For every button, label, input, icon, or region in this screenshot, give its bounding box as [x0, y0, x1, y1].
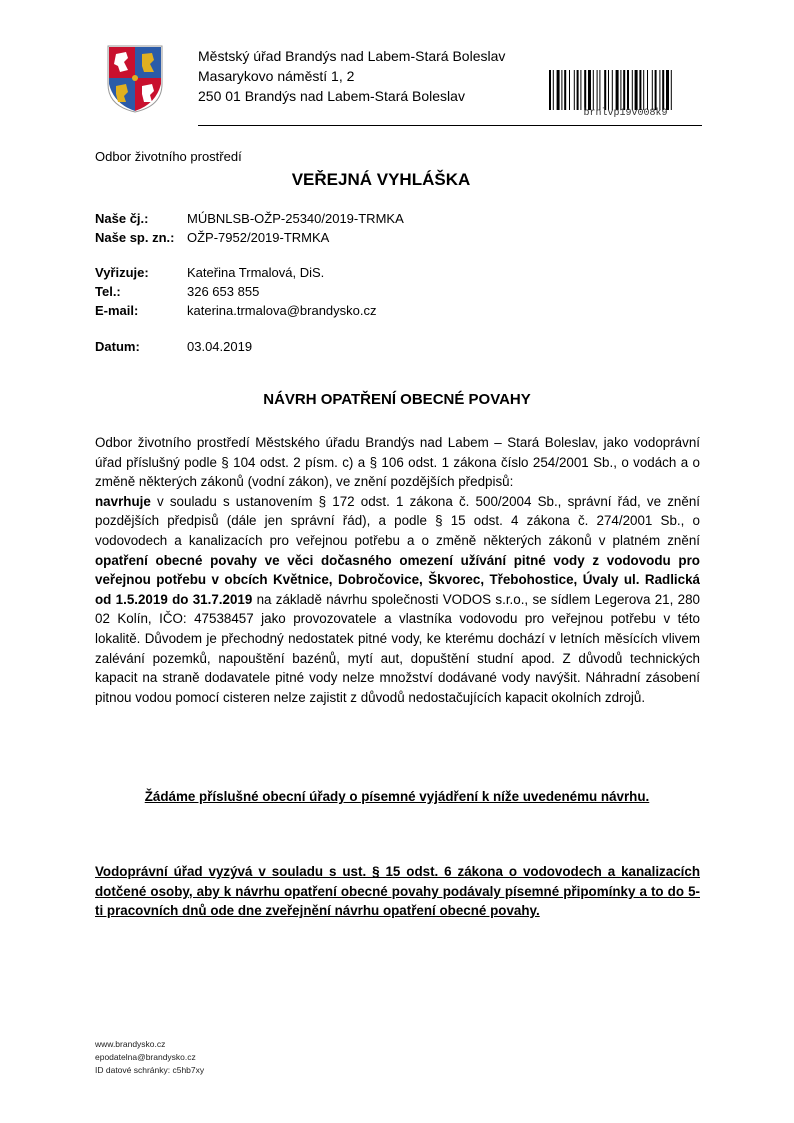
meta-email-label: E-mail:	[95, 303, 139, 318]
meta-email	[95, 303, 377, 318]
meta-date-label: Datum:	[95, 339, 140, 354]
meta-handler-value: Kateřina Trmalová, DiS.	[187, 265, 325, 280]
address-line-1: Masarykovo náměstí 1, 2	[198, 68, 355, 84]
body-proposes: navrhuje	[95, 493, 151, 509]
header-divider	[198, 125, 702, 126]
barcode-text: brnlvp19v008k9	[583, 108, 668, 119]
section-title: NÁVRH OPATŘENÍ OBECNÉ POVAHY	[263, 391, 531, 408]
footer-email: epodatelna@brandysko.cz	[95, 1052, 196, 1062]
meta-email-value: katerina.trmalova@brandysko.cz	[187, 303, 377, 318]
meta-file-label: Naše sp. zn.:	[95, 230, 175, 245]
request-notice: Žádáme příslušné obecní úřady o písemné vyjádření k níže uvedenému návrhu.	[144, 789, 650, 804]
office-address	[198, 46, 505, 106]
body-legal: v souladu s ustanovením § 172 odst. 1 zákona č. 500/2004 Sb., správní řád, ve znění pozdějších předpisů (dále jen správní řád), a podle § 15 odst. 4 zákona č. 274/2001 Sb., o vodovodech a kanalizacích pro veřejnou potřebu a o změně některých zákonů v platném znění	[95, 493, 700, 548]
meta-ref-label: Naše čj.:	[95, 211, 149, 226]
page-title: VEŘEJNÁ VYHLÁŠKA	[291, 170, 471, 189]
meta-ref-value: MÚBNLSB-OŽP-25340/2019-TRMKA	[187, 211, 404, 226]
footer-web: www.brandysko.cz	[95, 1039, 166, 1049]
body-reason: na základě návrhu společnosti VODOS s.r.o., se sídlem Legerova 21, 280 02 Kolín, IČO: 47538457 jako provozovatele a vlastníka vodovodu pro veřejnou potřebu v této lokalitě. Důvodem je přechodný nedostatek pitné vody, ke kterému dochází v letních měsících vlivem zalévání pozemků, napouštění bazénů, mytí aut, dopuštění studní apod. Z důvodů technických kapacit na straně dodavatele pitné vody nelze množství dodávané vody navýšit. Náhradní zásobení pitnou vodou pomocí cisteren nelze zajistit z důvodů nedostačujících kapacit okolních zdrojů.	[95, 591, 700, 705]
meta-handler-label: Vyřizuje:	[95, 265, 149, 280]
meta-handler	[95, 265, 324, 280]
body-paragraph	[95, 433, 700, 707]
barcode-icon	[549, 70, 702, 110]
meta-phone	[95, 284, 259, 299]
footer-databox: ID datové schránky: c5hb7xy	[95, 1065, 205, 1075]
meta-file-value: OŽP-7952/2019-TRMKA	[187, 230, 330, 245]
department: Odbor životního prostředí	[95, 149, 242, 164]
meta-phone-label: Tel.:	[95, 284, 121, 299]
body-measure: opatření obecné povahy ve věci dočasného omezení užívání pitné vody z vodovodu pro veřejnou potřebu v obcích Květnice, Dobročovice, Škvorec, Třebohostice, Úvaly ul. Radlická od 1.5.2019 do 31.7.2019	[95, 552, 700, 607]
invitation-notice: Vodoprávní úřad vyzývá v souladu s ust. § 15 odst. 6 zákona o vodovodech a kanalizacích dotčené osoby, aby k návrhu opatření obecné povahy podávaly písemné připomínky a to do 5-ti pracovních dnů ode dne zveřejnění návrhu opatření obecné povahy.	[95, 864, 700, 919]
footer	[95, 1038, 204, 1077]
office-name: Městský úřad Brandýs nad Labem-Stará Boleslav	[198, 48, 506, 64]
meta-date	[95, 339, 252, 354]
meta-date-value: 03.04.2019	[187, 339, 253, 354]
meta-phone-value: 326 653 855	[187, 284, 260, 299]
coat-of-arms-icon	[106, 44, 164, 114]
address-line-2: 250 01 Brandýs nad Labem-Stará Boleslav	[198, 88, 465, 104]
body-intro: Odbor životního prostředí Městského úřadu Brandýs nad Labem – Stará Boleslav, jako vodoprávní úřad příslušný podle § 104 odst. 2 písm. c) a § 106 odst. 1 zákona číslo 254/2001 Sb., o vodách a o změně některých zákonů (vodní zákon), ve znění pozdějších předpisů:	[95, 435, 700, 490]
meta-ref	[95, 211, 404, 226]
meta-file	[95, 230, 329, 245]
